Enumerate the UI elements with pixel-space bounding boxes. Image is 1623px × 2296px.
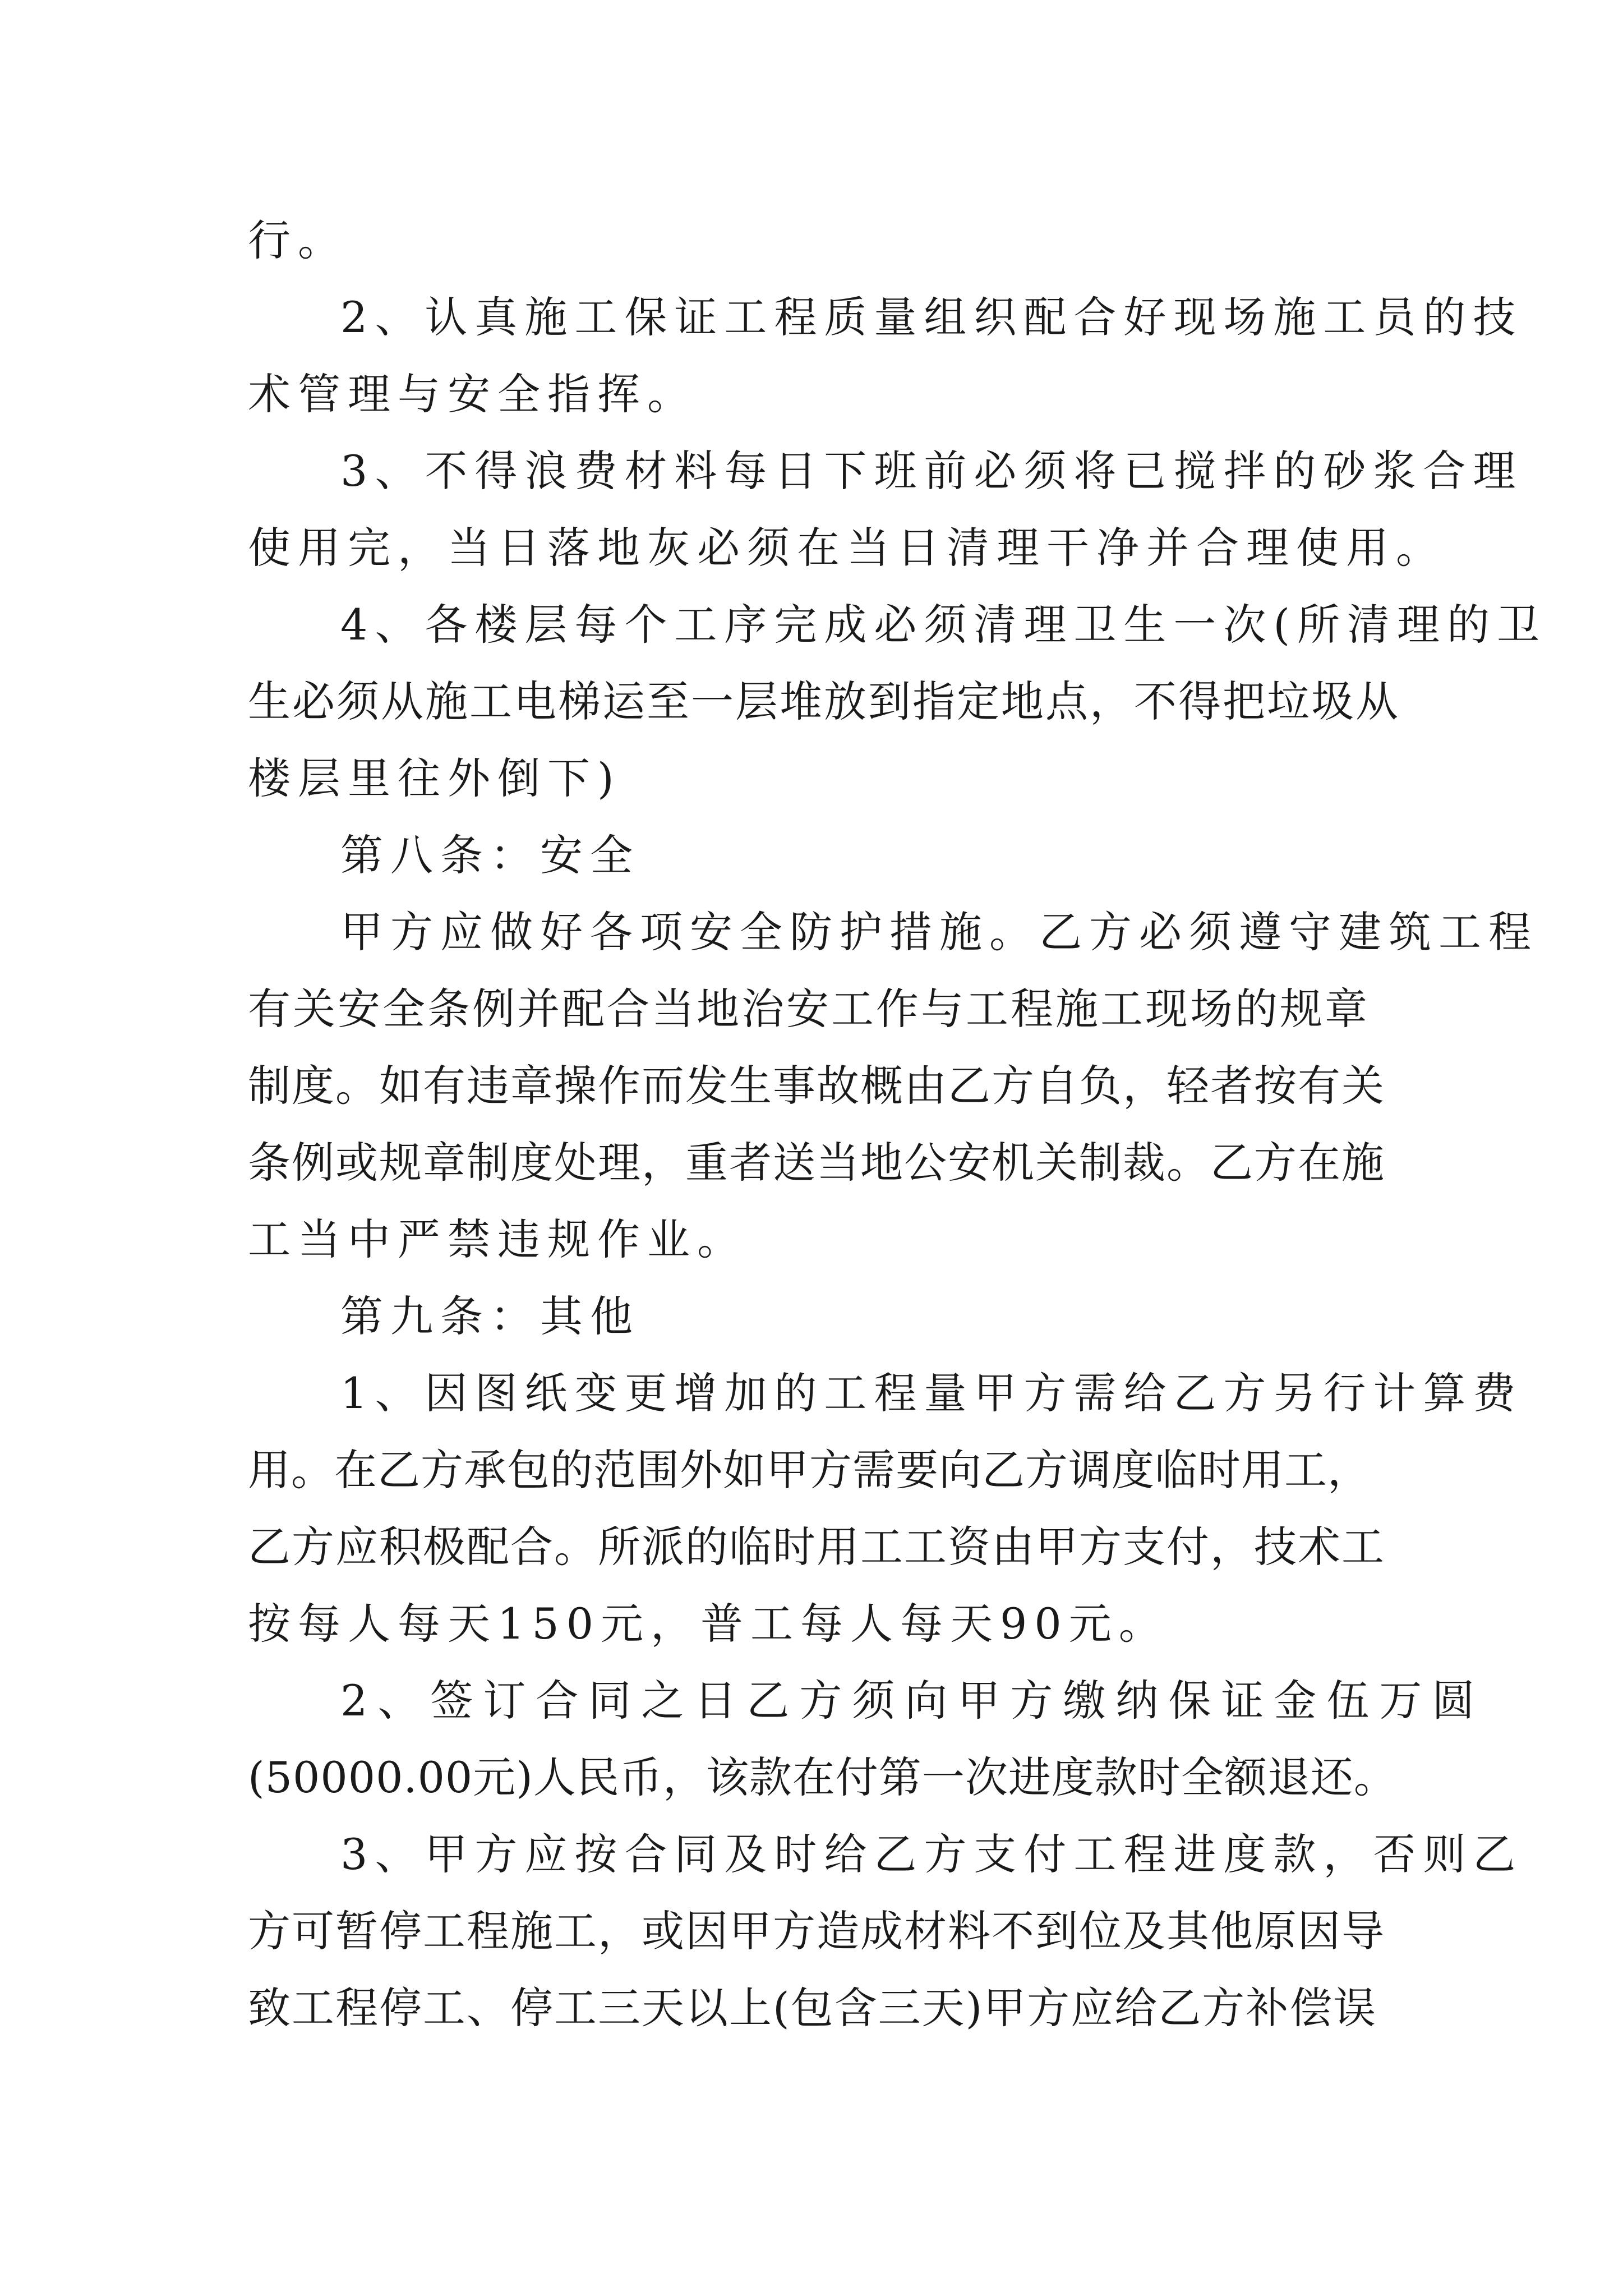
- paragraph-item-1-line: 1、因图纸变更增加的工程量甲方需给乙方另行计算费: [340, 1368, 1523, 1418]
- text-line: 工当中严禁违规作业。: [248, 1214, 747, 1264]
- text-line: 楼层里往外倒下): [248, 753, 621, 803]
- section-heading-article-8: 第八条：安全: [340, 830, 640, 880]
- text-line: 用。在乙方承包的范围外如甲方需要向乙方调度临时用工，: [248, 1445, 1371, 1495]
- paragraph-safety-line: 甲方应做好各项安全防护措施。乙方必须遵守建筑工程: [340, 907, 1538, 957]
- text-line: (50000.00元)人民币，该款在付第一次进度款时全额退还。: [248, 1752, 1397, 1802]
- text-line: 致工程停工、停工三天以上(包含三天)甲方应给乙方补偿误: [248, 1983, 1377, 2033]
- paragraph-item-2-line: 2、签订合同之日乙方须向甲方缴纳保证金伍万圆: [340, 1676, 1485, 1726]
- text-line: 乙方应积极配合。所派的临时用工工资由甲方支付，技术工: [248, 1522, 1385, 1572]
- paragraph-item-3-line: 3、不得浪费材料每日下班前必须将已搅拌的砂浆合理: [340, 446, 1523, 496]
- text-line: 行。: [248, 215, 348, 265]
- paragraph-item-4-line: 4、各楼层每个工序完成必须清理卫生一次(所清理的卫: [340, 600, 1547, 650]
- text-line: 方可暂停工程施工，或因甲方造成材料不到位及其他原因导: [248, 1906, 1385, 1956]
- text-line: 使用完，当日落地灰必须在当日清理干净并合理使用。: [248, 523, 1446, 573]
- document-page: [248, 202, 1547, 2046]
- paragraph-item-2-line: 2、认真施工保证工程质量组织配合好现场施工员的技: [340, 292, 1523, 342]
- text-line: 有关安全条例并配合当地治安工作与工程施工现场的规章: [248, 984, 1370, 1034]
- text-line: 按每人每天150元，普工每人每天90元。: [248, 1599, 1169, 1649]
- text-line: 制度。如有违章操作而发生事故概由乙方自负，轻者按有关: [248, 1061, 1385, 1111]
- text-line: 条例或规章制度处理，重者送当地公安机关制裁。乙方在施: [248, 1138, 1385, 1188]
- paragraph-item-3-line: 3、甲方应按合同及时给乙方支付工程进度款，否则乙: [340, 1829, 1523, 1879]
- text-line: 术管理与安全指挥。: [248, 369, 697, 419]
- section-heading-article-9: 第九条：其他: [340, 1291, 640, 1341]
- text-line: 生必须从施工电梯运至一层堆放到指定地点，不得把垃圾从: [248, 677, 1400, 726]
